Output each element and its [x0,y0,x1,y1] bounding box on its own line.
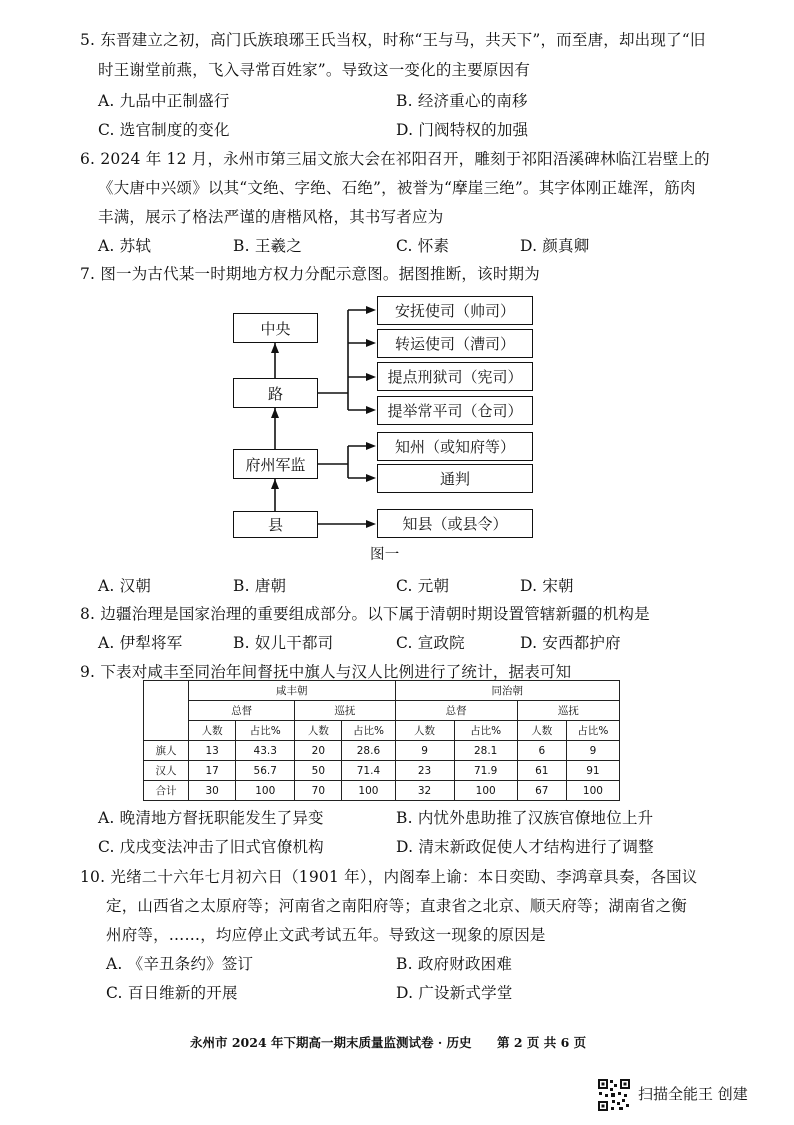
q6-stem-line3: 丰满，展示了格法严谨的唐楷风格，其书写者应为 [98,208,444,226]
table-cell: 17 [189,761,236,781]
table-cell: 56.7 [236,761,295,781]
q9-option-c: C. 戊戌变法冲击了旧式官僚机构 [98,838,324,856]
q8-option-d: D. 安西都护府 [520,634,621,652]
diagram-box-granary: 提举常平司（仓司） [377,396,533,425]
table-cell: 100 [566,781,619,801]
diagram-box-transport: 转运使司（漕司） [377,329,533,358]
table-row-label: 汉人 [144,761,189,781]
q8-option-c: C. 宣政院 [396,634,465,652]
table-cell: 61 [517,761,566,781]
table-subheader: 占比% [566,721,619,741]
q10-option-c: C. 百日维新的开展 [106,984,238,1002]
table-cell: 9 [566,741,619,761]
q6-option-c: C. 怀素 [396,237,450,255]
table-cell: 13 [189,741,236,761]
q10-option-a: A. 《辛丑条约》签订 [106,955,254,973]
table-office: 巡抚 [295,701,395,721]
table-era-xianfeng: 咸丰朝 [189,681,395,701]
table-cell: 30 [189,781,236,801]
diagram-box-prefect: 知州（或知府等） [377,432,533,461]
diagram-box-vice-prefect: 通判 [377,464,533,493]
table-cell: 100 [342,781,395,801]
q5-stem-line1: 5. 东晋建立之初，高门氏族琅琊王氏当权，时称“王与马，共天下”，而至唐，却出现了“旧 [80,31,706,49]
q5-option-c: C. 选官制度的变化 [98,121,230,139]
q6-stem-line1: 6. 2024 年 12 月，永州市第三届文旅大会在祁阳召开，雕刻于祁阳浯溪碑林临江岩壁上的 [80,150,710,168]
q6-option-b: B. 王羲之 [233,237,302,255]
q6-stem-line2: 《大唐中兴颂》以其“文绝、字绝、石绝”，被誉为“摩崖三绝”。其字体刚正雄浑，筋肉 [98,179,696,197]
q9-option-b: B. 内忧外患助推了汉族官僚地位上升 [396,809,654,827]
table-office: 总督 [395,701,517,721]
table-cell: 71.9 [454,761,517,781]
table-cell: 28.6 [342,741,395,761]
table-corner-cell [144,681,189,741]
qr-code-icon [597,1078,631,1112]
table-row-label: 旗人 [144,741,189,761]
table-cell: 23 [395,761,454,781]
diagram-box-magistrate: 知县（或县令） [377,509,533,538]
table-subheader: 人数 [517,721,566,741]
table-subheader: 人数 [295,721,342,741]
footer-exam-title: 永州市 2024 年下期高一期末质量监测试卷 · 历史 [190,1035,472,1050]
q5-option-a: A. 九品中正制盛行 [98,92,230,110]
table-subheader: 人数 [395,721,454,741]
table-era-tongzhi: 同治朝 [395,681,620,701]
table-subheader: 人数 [189,721,236,741]
diagram-caption: 图一 [370,547,400,563]
table-cell: 70 [295,781,342,801]
table-office: 总督 [189,701,295,721]
table-cell: 6 [517,741,566,761]
q7-option-d: D. 宋朝 [520,577,574,595]
q5-option-d: D. 门阀特权的加强 [396,121,529,139]
q6-option-d: D. 颜真卿 [520,237,590,255]
q10-stem-line3: 州府等，……，均应停止文武考试五年。导致这一现象的原因是 [106,926,546,944]
diagram-box-prefecture: 府州军监 [233,449,318,479]
table-cell: 9 [395,741,454,761]
diagram-box-county: 县 [233,511,318,538]
diagram-box-central: 中央 [233,313,318,343]
table-row [144,741,620,761]
table-cell: 100 [236,781,295,801]
q7-stem-line1: 7. 图一为古代某一时期地方权力分配示意图。据图推断，该时期为 [80,265,540,283]
table-cell: 32 [395,781,454,801]
table-cell: 67 [517,781,566,801]
diagram-box-road: 路 [233,378,318,408]
q7-option-a: A. 汉朝 [98,577,152,595]
table-subheader: 占比% [454,721,517,741]
scanner-watermark: 扫描全能王 创建 [638,1085,748,1103]
table-cell: 71.4 [342,761,395,781]
footer-page-number: 第 2 页 共 6 页 [497,1035,587,1050]
q8-stem-line1: 8. 边疆治理是国家治理的重要组成部分。以下属于清朝时期设置管辖新疆的机构是 [80,605,650,623]
q5-stem-line2: 时王谢堂前燕，飞入寻常百姓家”。导致这一变化的主要原因有 [98,61,531,79]
table-row-label: 合计 [144,781,189,801]
q8-option-a: A. 伊犁将军 [98,634,183,652]
q9-stem-line1: 9. 下表对咸丰至同治年间督抚中旗人与汉人比例进行了统计，据表可知 [80,663,572,681]
table-cell: 91 [566,761,619,781]
q7-option-c: C. 元朝 [396,577,450,595]
q5-option-b: B. 经济重心的南移 [396,92,528,110]
diagram-box-pacification: 安抚使司（帅司） [377,296,533,325]
q9-option-a: A. 晚清地方督抚职能发生了异变 [98,809,324,827]
table-cell: 28.1 [454,741,517,761]
table-cell: 20 [295,741,342,761]
table-cell: 43.3 [236,741,295,761]
q8-option-b: B. 奴儿干都司 [233,634,334,652]
q10-stem-line1: 10. 光绪二十六年七月初六日（1901 年），内阁奉上谕：本日奕劻、李鸿章具奏，各国议 [80,868,698,886]
governor-ratio-table [143,680,620,801]
q10-option-b: B. 政府财政困难 [396,955,513,973]
q10-option-d: D. 广设新式学堂 [396,984,513,1002]
diagram-box-judicial: 提点刑狱司（宪司） [377,362,533,391]
table-subheader: 占比% [342,721,395,741]
table-office: 巡抚 [517,701,619,721]
q10-stem-line2: 定，山西省之太原府等；河南省之南阳府等；直隶省之北京、顺天府等；湖南省之衡 [106,897,687,915]
q9-option-d: D. 清末新政促使人才结构进行了调整 [396,838,654,856]
table-cell: 50 [295,761,342,781]
table-subheader: 占比% [236,721,295,741]
q7-option-b: B. 唐朝 [233,577,287,595]
table-row [144,761,620,781]
table-row [144,781,620,801]
table-cell: 100 [454,781,517,801]
q6-option-a: A. 苏轼 [98,237,152,255]
